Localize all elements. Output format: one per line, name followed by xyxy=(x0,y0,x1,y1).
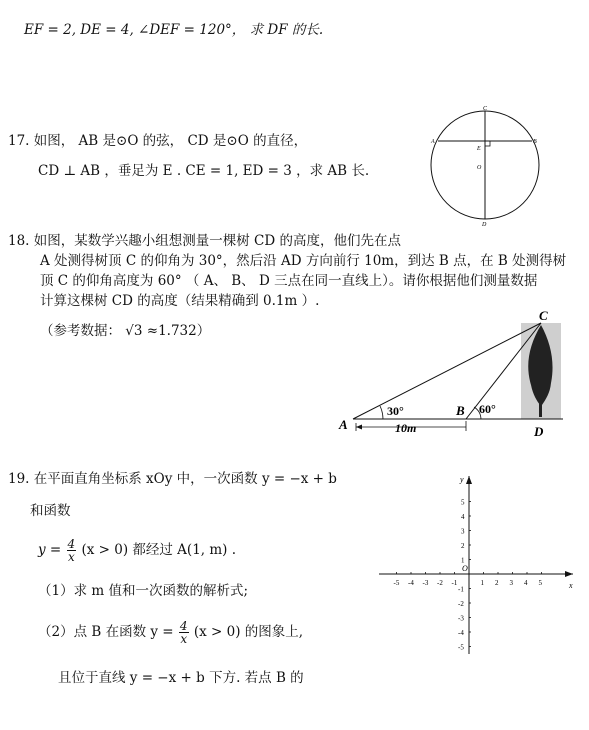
origin-label: O xyxy=(462,564,468,573)
problem-16-continuation: EF = 2, DE = 4, ∠DEF = 120°， 求 DF 的长. xyxy=(24,22,324,38)
y-tick-label: -5 xyxy=(458,643,464,652)
x-tick-label: -5 xyxy=(393,579,400,587)
q18-angle-30: 30° xyxy=(387,404,404,418)
y-tick-label: 1 xyxy=(461,556,465,565)
x-tick-label: 4 xyxy=(524,579,528,587)
x-axis-arrow xyxy=(565,571,573,577)
x-tick-label: 3 xyxy=(509,579,513,587)
q18-tree-figure xyxy=(335,305,570,440)
q17-statement-line2: CD ⊥ AB ，垂足为 E . CE = 1, ED = 3 ，求 AB 长. xyxy=(38,163,370,179)
q19-coordinate-axes xyxy=(375,468,580,658)
q18-statement-line3: 顶 C 的仰角高度为 60° （ A、 B、 D 三点在同一直线上）。请你根据他们测量数据 xyxy=(40,273,538,289)
y-tick-label: 2 xyxy=(461,542,465,550)
x-tick-label: -3 xyxy=(422,579,429,587)
q17-label-d: D xyxy=(482,222,487,228)
q18-distance-label: 10m xyxy=(395,421,417,435)
q19-statement-line2: 和函数 xyxy=(30,503,71,519)
q18-label-b: B xyxy=(456,403,465,418)
q19-part2: （2）点 B 在函数 y = $\frac{4}{x}$ (x > 0) 的图象上, xyxy=(38,619,304,646)
q19-statement-line3: y = $\frac{4}{x}$ (x > 0) 都经过 A(1, m) . xyxy=(38,537,237,564)
q18-label-d: D xyxy=(534,424,544,439)
y-tick-label: -4 xyxy=(458,629,464,637)
q18-statement-line4: 计算这棵树 CD 的高度（结果精确到 0.1m ）. xyxy=(40,293,320,309)
q17-label-o: O xyxy=(477,165,482,171)
x-tick-label: -2 xyxy=(437,579,443,587)
q17-label-a: A xyxy=(431,139,435,145)
y-tick-label: 5 xyxy=(461,498,465,507)
q17-circle-figure xyxy=(425,103,550,228)
fraction-4-over-x: $\frac{4}{x}$ xyxy=(67,537,76,564)
q17-label-b: B xyxy=(533,139,537,145)
y-tick-label: -1 xyxy=(458,585,464,594)
q19-part2-continued: 且位于直线 y = −x + b 下方. 若点 B 的 xyxy=(58,670,304,686)
x-tick-label: 2 xyxy=(495,579,499,587)
y-axis-arrow xyxy=(466,476,472,484)
y-axis-label: y xyxy=(460,475,464,484)
y-tick-label: 3 xyxy=(461,527,465,536)
y-tick-label: -2 xyxy=(458,600,464,608)
q18-statement-line1: 18. 如图，某数学兴趣小组想测量一棵树 CD 的高度，他们先在点 xyxy=(8,233,401,249)
q18-reference-hint: （参考数据： √3 ≈1.732） xyxy=(40,323,211,339)
x-tick-label: 5 xyxy=(538,579,542,587)
x-tick-label: -4 xyxy=(408,579,414,587)
q18-angle-60: 60° xyxy=(479,402,496,416)
q19-statement-line1: 19. 在平面直角坐标系 xOy 中，一次函数 y = −x + b xyxy=(8,471,337,487)
y-tick-label: -3 xyxy=(458,614,464,623)
q18-statement-line2: A 处测得树顶 C 的仰角为 30°，然后沿 AD 方向前行 10m，到达 B 点，在 B 处测得树 xyxy=(40,253,567,269)
q17-statement-line1: 17. 如图， AB 是⊙O 的弦， CD 是⊙O 的直径， xyxy=(8,133,308,149)
q19-part1: （1）求 m 值和一次函数的解析式; xyxy=(38,583,249,599)
q17-label-c: C xyxy=(483,106,488,112)
q17-label-e: E xyxy=(477,146,481,152)
fraction-4-over-x-2: $\frac{4}{x}$ xyxy=(179,619,188,646)
x-axis-label: x xyxy=(569,581,573,590)
x-tick-label: 1 xyxy=(480,579,484,587)
x-tick-label: -1 xyxy=(451,579,458,587)
q18-label-a: A xyxy=(339,417,348,432)
y-tick-label: 4 xyxy=(461,513,465,521)
q18-label-c: C xyxy=(539,308,548,323)
